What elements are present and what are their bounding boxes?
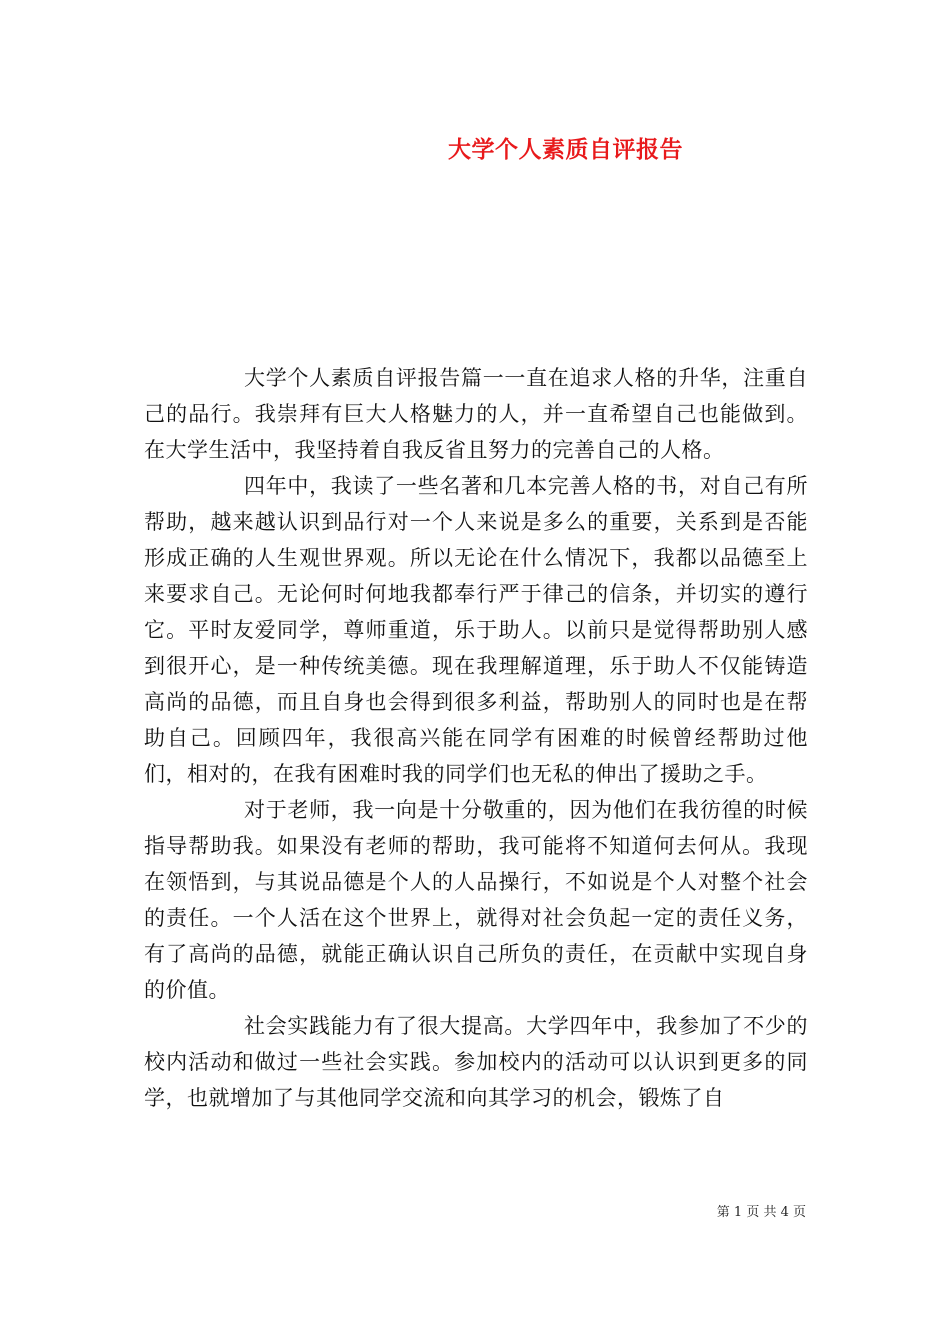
paragraph-4: 社会实践能力有了很大提高。大学四年中，我参加了不少的校内活动和做过一些社会实践。参加校内的活动可以认识到更多的同学，也就增加了与其他同学交流和向其学习的机会，锻炼了自	[144, 1014, 808, 1110]
document-title: 大学个人素质自评报告	[448, 136, 683, 163]
page-number-footer: 第 1 页 共 4 页	[716, 1205, 806, 1220]
document-body	[144, 360, 808, 1116]
paragraph-3: 对于老师，我一向是十分敬重的，因为他们在我彷徨的时候指导帮助我。如果没有老师的帮助，我可能将不知道何去何从。我现在领悟到，与其说品德是个人的人品操行，不如说是个人对整个社会的责任。一个人活在这个世界上，就得对社会负起一定的责任义务，有了高尚的品德，就能正确认识自己所负的责任，在贡献中实现自身的价值。	[144, 798, 808, 1002]
paragraph-2: 四年中，我读了一些名著和几本完善人格的书，对自己有所帮助，越来越认识到品行对一个人来说是多么的重要，关系到是否能形成正确的人生观世界观。所以无论在什么情况下，我都以品德至上来要求自己。无论何时何地我都奉行严于律己的信条，并切实的遵行它。平时友爱同学，尊师重道，乐于助人。以前只是觉得帮助别人感到很开心，是一种传统美德。现在我理解道理，乐于助人不仅能铸造高尚的品德，而且自身也会得到很多利益，帮助别人的同时也是在帮助自己。回顾四年，我很高兴能在同学有困难的时候曾经帮助过他们，相对的，在我有困难时我的同学们也无私的伸出了援助之手。	[144, 474, 808, 786]
paragraph-1: 大学个人素质自评报告篇一一直在追求人格的升华，注重自己的品行。我崇拜有巨大人格魅力的人，并一直希望自己也能做到。在大学生活中，我坚持着自我反省且努力的完善自己的人格。	[144, 366, 808, 462]
